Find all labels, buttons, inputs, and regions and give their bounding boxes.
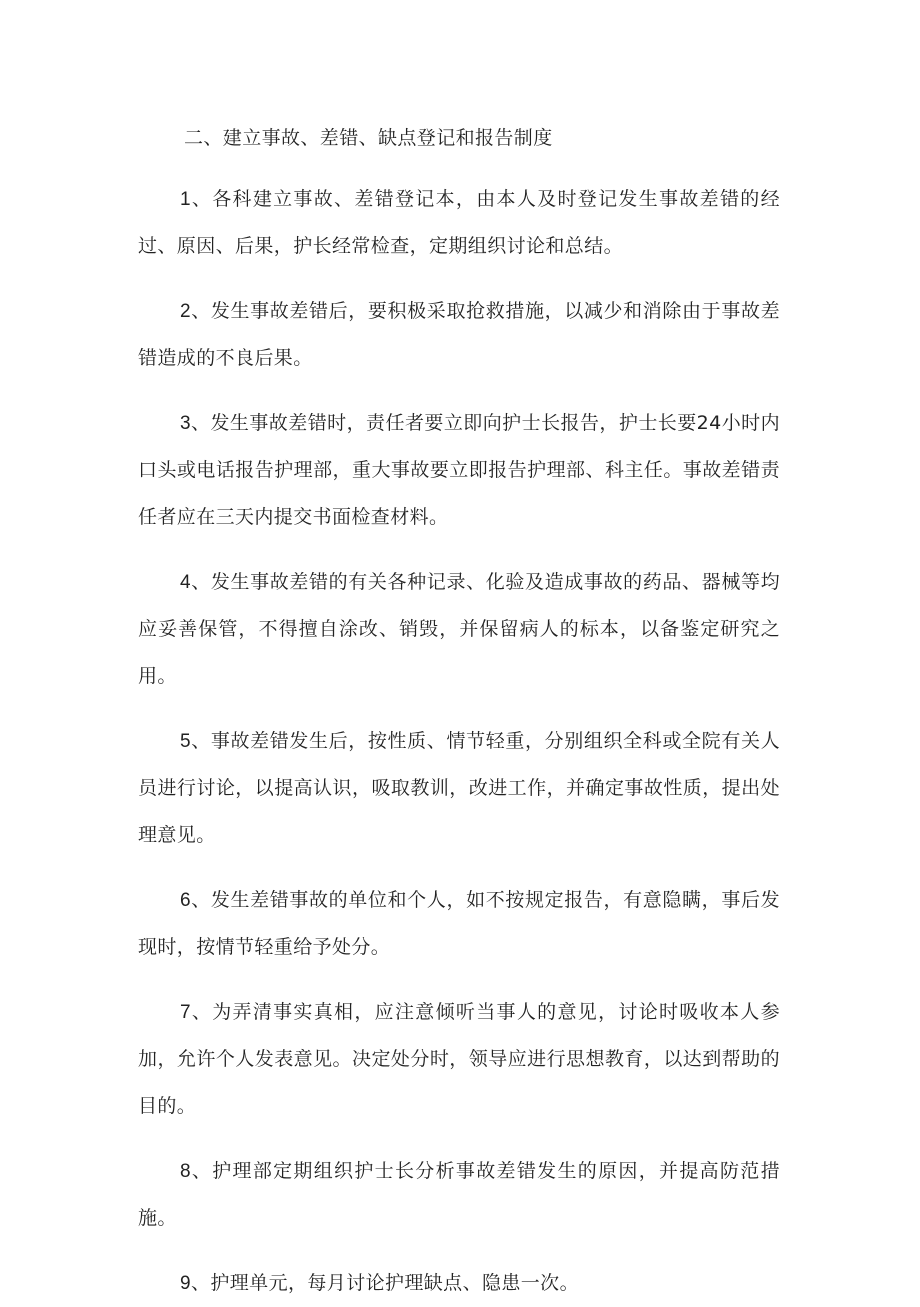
list-item-8 xyxy=(138,1148,780,1242)
item-text: 、发生差错事故的单位和个人，如不按规定报告，有意隐瞒，事后发现时，按情节轻重给予处分。 xyxy=(138,889,780,958)
item-number: 7 xyxy=(180,1002,191,1023)
list-item-3 xyxy=(138,400,780,541)
item-text: 、发生事故差错的有关各种记录、化验及造成事故的药品、器械等均应妥善保管，不得擅自涂改、销毁，并保留病人的标本，以备鉴定研究之用。 xyxy=(138,571,780,687)
item-number: 2 xyxy=(180,301,191,322)
item-text: 、为弄清事实真相，应注意倾听当事人的意见，讨论时吸收本人参加，允许个人发表意见。决定处分时，领导应进行思想教育，以达到帮助的目的。 xyxy=(138,1001,780,1117)
section-heading: 二、建立事故、差错、缺点登记和报告制度 xyxy=(184,127,553,149)
item-text: 、发生事故差错时，责任者要立即向护士长报告，护士长要24小时内口头或电话报告护理部，重大事故要立即报告护理部、科主任。事故差错责任者应在三天内提交书面检查材料。 xyxy=(138,412,780,528)
list-item-6 xyxy=(138,877,780,971)
item-number: 8 xyxy=(180,1161,191,1182)
item-number: 9 xyxy=(180,1273,191,1294)
item-number: 5 xyxy=(180,731,191,752)
list-item-4 xyxy=(138,559,780,700)
item-text: 、各科建立事故、差错登记本，由本人及时登记发生事故差错的经过、原因、后果，护长经常检查，定期组织讨论和总结。 xyxy=(138,188,780,257)
list-item-2 xyxy=(138,288,780,382)
item-number: 1 xyxy=(180,189,191,210)
item-text: 、事故差错发生后，按性质、情节轻重，分别组织全科或全院有关人员进行讨论，以提高认识，吸取教训，改进工作，并确定事故性质，提出处理意见。 xyxy=(138,730,780,846)
item-text: 、护理单元，每月讨论护理缺点、隐患一次。 xyxy=(190,1272,579,1294)
item-text: 、护理部定期组织护士长分析事故差错发生的原因，并提高防范措施。 xyxy=(138,1160,780,1229)
item-text: 、发生事故差错后，要积极采取抢救措施，以减少和消除由于事故差错造成的不良后果。 xyxy=(138,300,780,369)
list-item-1 xyxy=(138,176,780,270)
item-number: 6 xyxy=(180,890,191,911)
list-item-9 xyxy=(138,1260,780,1307)
item-number: 3 xyxy=(180,413,191,434)
list-item-7 xyxy=(138,989,780,1130)
list-item-5 xyxy=(138,718,780,859)
item-number: 4 xyxy=(180,572,191,593)
